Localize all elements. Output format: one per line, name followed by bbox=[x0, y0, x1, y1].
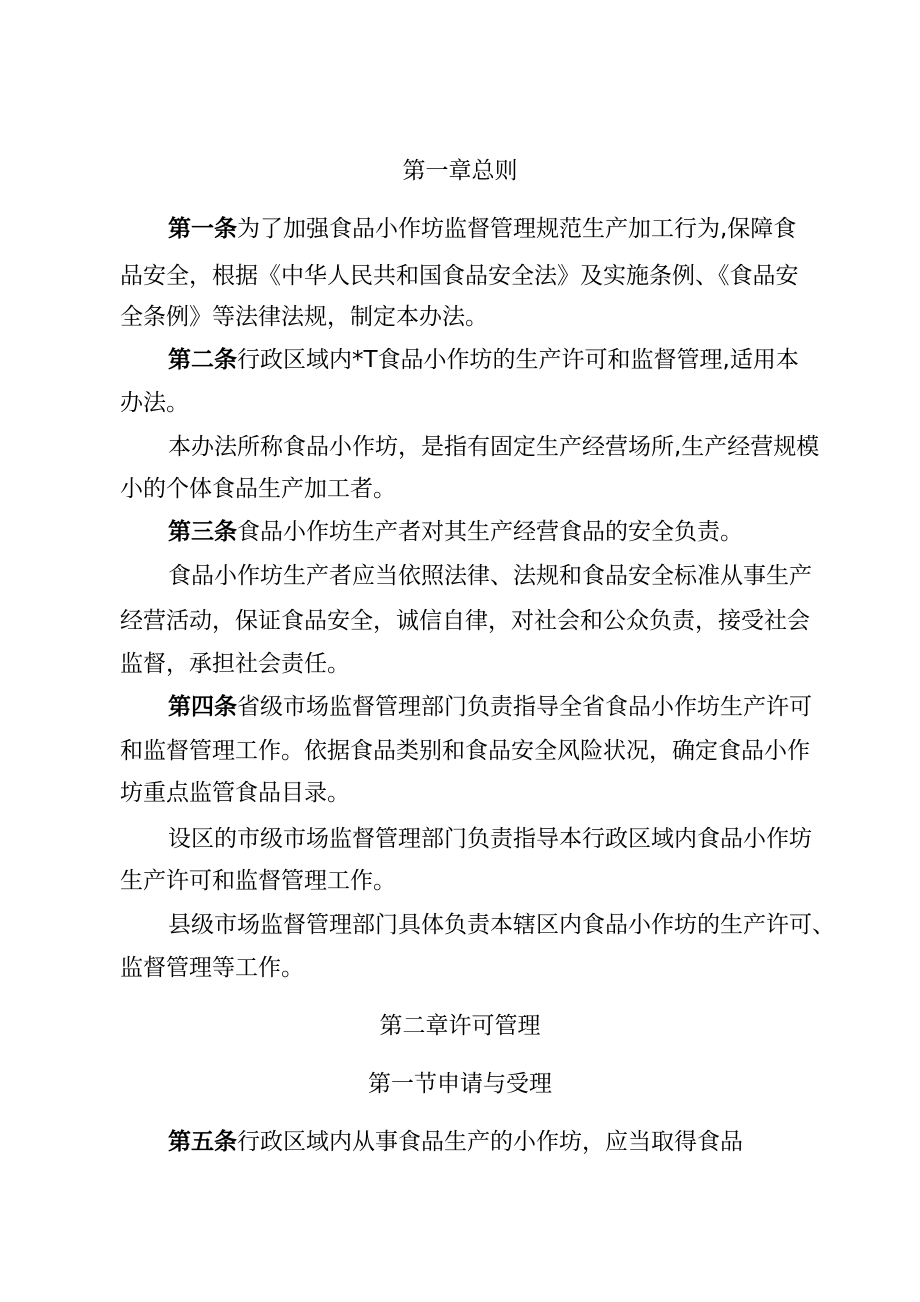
article-2-label: 第二条 bbox=[168, 347, 237, 373]
article-2-line-1: 第二条行政区域内*T食品小作坊的生产许可和监督管理,适用本 bbox=[168, 347, 799, 373]
section-1-title: 第一节申请与受理 bbox=[368, 1071, 552, 1097]
article-5-line-1: 第五条行政区域内从事食品生产的小作坊，应当取得食品 bbox=[168, 1129, 743, 1155]
article-4-para-3-line-1: 县级市场监督管理部门具体负责本辖区内食品小作坊的生产许可、 bbox=[168, 912, 835, 938]
article-4-para-3-line-2: 监督管理等工作。 bbox=[120, 955, 304, 981]
chapter-2-title: 第二章许可管理 bbox=[379, 1013, 541, 1039]
article-3-para-2-line-2: 经营活动，保证食品安全，诚信自律，对社会和公众负责，接受社会 bbox=[120, 608, 810, 634]
article-1-line-1: 第一条为了加强食品小作坊监督管理规范生产加工行为,保障食 bbox=[168, 216, 797, 242]
article-4-para-2-line-1: 设区的市级市场监督管理部门负责指导本行政区域内食品小作坊 bbox=[168, 826, 812, 852]
article-4-line-1: 第四条省级市场监督管理部门负责指导全省食品小作坊生产许可 bbox=[168, 694, 812, 720]
article-5-label: 第五条 bbox=[168, 1129, 237, 1155]
article-3-label: 第三条 bbox=[168, 519, 237, 545]
article-2-para-2-line-2: 小的个体食品生产加工者。 bbox=[120, 476, 396, 502]
article-3-para-2-line-3: 监督，承担社会责任。 bbox=[120, 651, 350, 677]
article-4-label: 第四条 bbox=[168, 694, 237, 720]
article-1-line-2: 品安全，根据《中华人民共和国食品安全法》及实施条例、《食品安 bbox=[120, 263, 799, 289]
article-1-label: 第一条 bbox=[168, 216, 237, 242]
article-2-line-2: 办法。 bbox=[120, 390, 189, 416]
article-4-line-3: 坊重点监管食品目录。 bbox=[120, 780, 350, 806]
article-4-para-2-line-2: 生产许可和监督管理工作。 bbox=[120, 868, 396, 894]
chapter-1-title: 第一章总则 bbox=[402, 158, 518, 184]
article-1-line-3: 全条例》等法律法规，制定本办法。 bbox=[120, 304, 488, 330]
article-4-line-2: 和监督管理工作。依据食品类别和食品安全风险状况，确定食品小作 bbox=[120, 738, 810, 764]
article-3-line-1: 第三条食品小作坊生产者对其生产经营食品的安全负责。 bbox=[168, 519, 743, 545]
article-2-para-2-line-1: 本办法所称食品小作坊，是指有固定生产经营场所,生产经营规模 bbox=[168, 434, 820, 460]
article-3-para-2-line-1: 食品小作坊生产者应当依照法律、法规和食品安全标准从事生产 bbox=[168, 563, 812, 589]
